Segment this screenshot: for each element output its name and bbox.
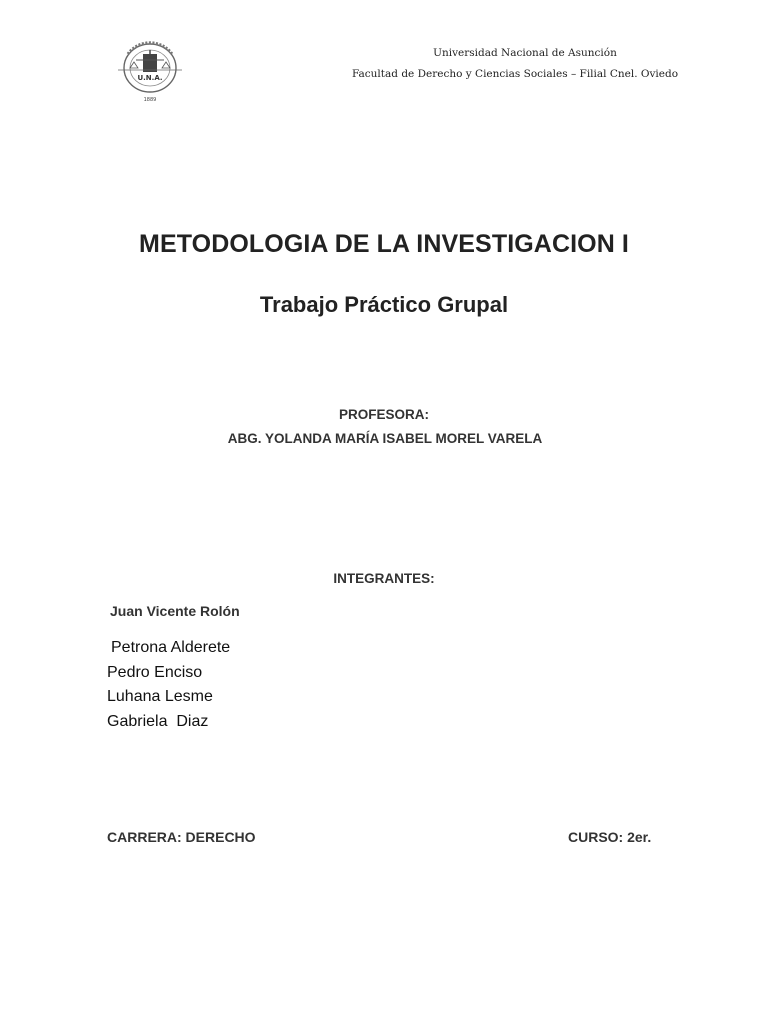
- seal-year: 1889: [143, 97, 157, 103]
- member-item: Petrona Alderete: [111, 639, 231, 656]
- members-label: INTEGRANTES:: [333, 571, 435, 586]
- faculty-name: Facultad de Derecho y Ciencias Sociales – Filial Cnel. Oviedo: [351, 68, 679, 81]
- document-title: METODOLOGIA DE LA INVESTIGACION I: [139, 230, 629, 258]
- professor-name: ABG. YOLANDA MARÍA ISABEL MOREL VARELA: [227, 431, 543, 446]
- university-seal: [110, 40, 190, 106]
- member-item: Juan Vicente Rolón: [110, 603, 240, 619]
- university-seal-icon: [110, 40, 190, 106]
- university-name: Universidad Nacional de Asunción: [433, 47, 617, 59]
- seal-initials: U.N.A.: [137, 74, 163, 82]
- career-field: CARRERA: DERECHO: [107, 829, 256, 845]
- professor-label: PROFESORA:: [338, 407, 429, 422]
- member-item: Luhana Lesme: [107, 688, 213, 705]
- member-item: Pedro Enciso: [107, 663, 203, 681]
- member-item: Gabriela Diaz: [107, 712, 209, 730]
- members-list: [107, 636, 230, 734]
- document-header: [351, 46, 690, 81]
- course-field: CURSO: 2er.: [568, 829, 652, 845]
- document-subtitle: Trabajo Práctico Grupal: [259, 292, 509, 317]
